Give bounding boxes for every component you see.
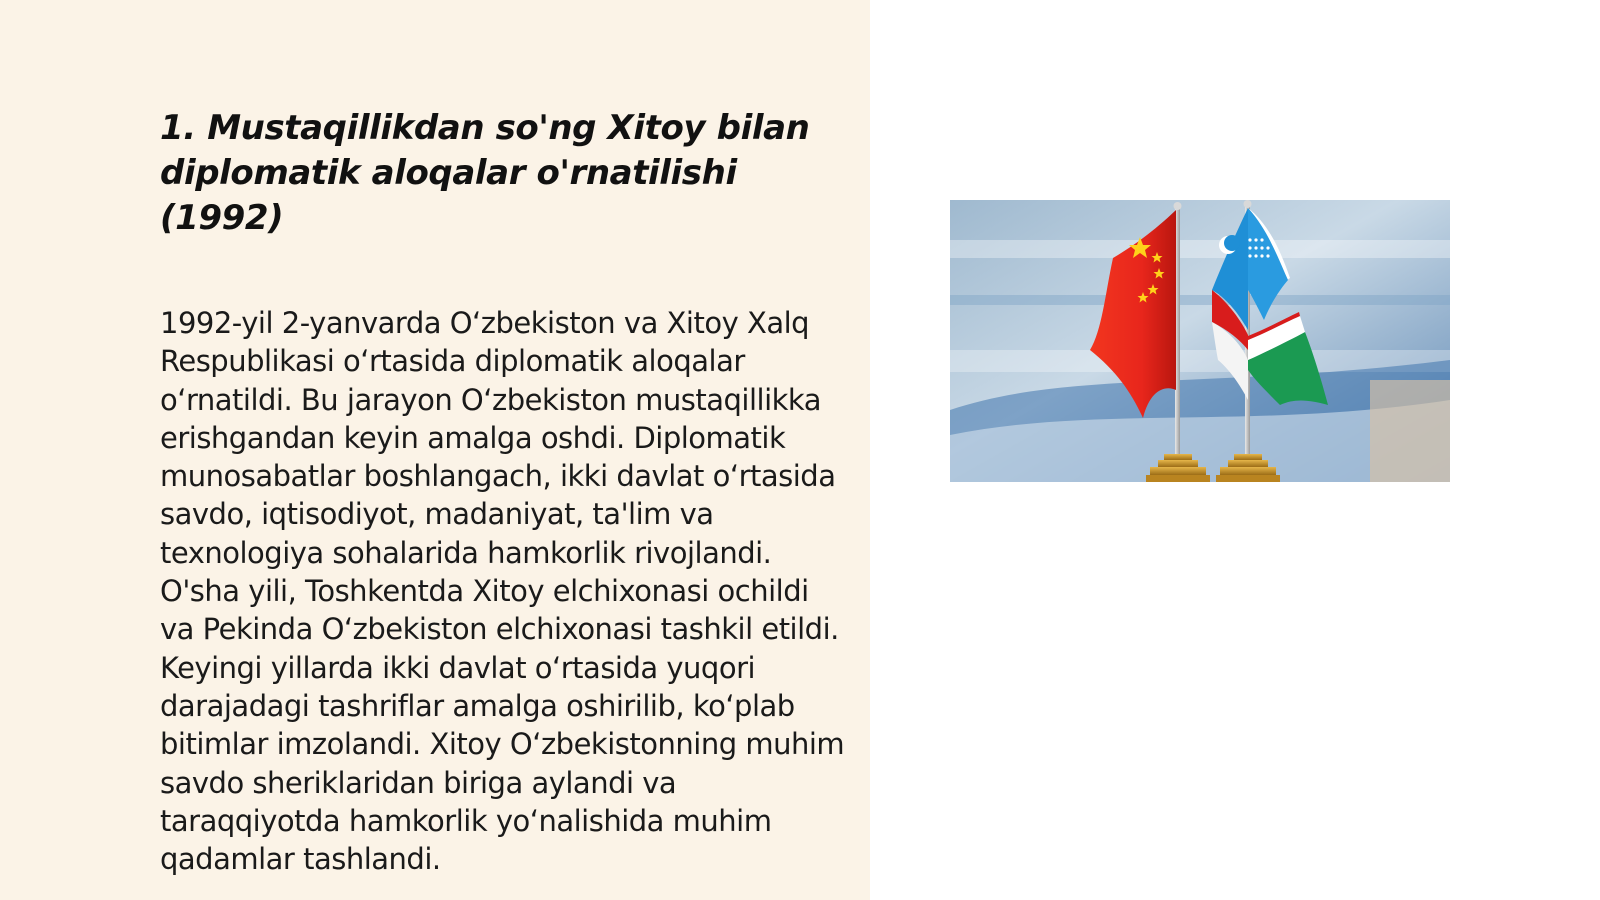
slide-body-text: 1992-yil 2-yanvarda O‘zbekiston va Xitoy Xalq Respublikasi o‘rtasida diplomatik aloqalar o‘rnatildi. Bu jarayon O‘zbekiston mustaqillikka erishgandan keyin amalga oshdi. Diplomatik munosabatlar boshlangach, ikki davlat o‘rtasida savdo, iqtisodiyot, madaniyat, ta'lim va texnologiya sohalarida hamkorlik rivojlandi. O'sha yili, Toshkentda Xitoy elchixonasi ochildi va Pekinda O‘zbekiston elchixonasi tashkil etildi. Keyingi yillarda ikki davlat o‘rtasida yuqori darajadagi tashriflar amalga oshirilib, ko‘plab bitimlar imzolandi. Xitoy O‘zbekistonning muhim savdo sheriklaridan biriga aylandi va taraqqiyotda hamkorlik yo‘nalishida muhim qadamlar tashlandi. <box>160 306 845 877</box>
china-pole-finial <box>1174 202 1182 210</box>
uzbekistan-crescent-cutout <box>1224 235 1240 251</box>
uzbekistan-pole-finial <box>1244 200 1252 208</box>
flags-illustration <box>950 200 1450 482</box>
background-beige-block <box>1370 380 1450 482</box>
flags-photo <box>950 200 1450 482</box>
slide-title: 1. Mustaqillikdan so'ng Xitoy bilan diplomatik aloqalar o'rnatilishi (1992) <box>160 108 810 238</box>
background-stripe <box>950 240 1450 258</box>
background-stripe <box>950 295 1450 305</box>
